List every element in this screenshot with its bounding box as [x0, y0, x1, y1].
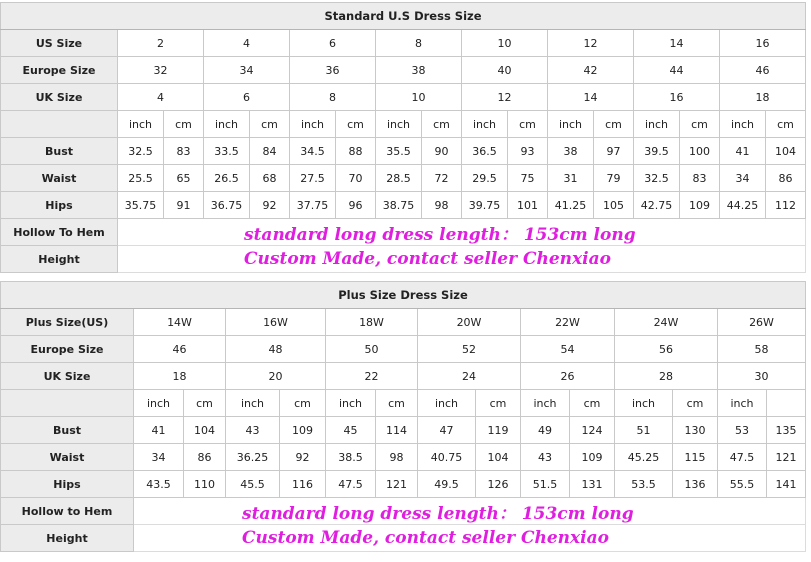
plus-uk-size-row: [1, 363, 806, 390]
europe-cell: 46: [720, 57, 806, 84]
plus-size-table: [0, 281, 806, 552]
hips-cell: 136: [673, 471, 718, 498]
uk-cell: 8: [290, 84, 376, 111]
bust-cell: 36.5: [462, 138, 508, 165]
hips-cell: 112: [766, 192, 806, 219]
hips-cell: 96: [336, 192, 376, 219]
hips-cell: 109: [680, 192, 720, 219]
hips-cell: 53.5: [615, 471, 673, 498]
bust-cell: 38: [548, 138, 594, 165]
bust-cell: 33.5: [204, 138, 250, 165]
hips-cell: 121: [376, 471, 418, 498]
plus-us-size-label: Plus Size(US): [1, 309, 134, 336]
waist-cell: 121: [767, 444, 806, 471]
waist-cell: 45.25: [615, 444, 673, 471]
waist-cell: 98: [376, 444, 418, 471]
plus-height-row: [1, 525, 806, 552]
hips-cell: 36.75: [204, 192, 250, 219]
us-cell: 22W: [521, 309, 615, 336]
plus-bust-label: Bust: [1, 417, 134, 444]
bust-cell: 35.5: [376, 138, 422, 165]
europe-cell: 48: [226, 336, 326, 363]
hips-cell: 116: [280, 471, 326, 498]
bust-cell: 130: [673, 417, 718, 444]
units-cell: inch: [615, 390, 673, 417]
bust-cell: 49: [521, 417, 570, 444]
waist-cell: 38.5: [326, 444, 376, 471]
hips-cell: 38.75: [376, 192, 422, 219]
europe-cell: 50: [326, 336, 418, 363]
units-row: [1, 111, 806, 138]
europe-cell: 46: [134, 336, 226, 363]
bust-cell: 97: [594, 138, 634, 165]
uk-cell: 12: [462, 84, 548, 111]
plus-units-label: [1, 390, 134, 417]
uk-cell: 28: [615, 363, 718, 390]
uk-cell: 30: [718, 363, 806, 390]
bust-cell: 124: [570, 417, 615, 444]
waist-cell: 32.5: [634, 165, 680, 192]
waist-cell: 72: [422, 165, 462, 192]
waist-cell: 31: [548, 165, 594, 192]
hips-cell: 98: [422, 192, 462, 219]
waist-cell: 104: [476, 444, 521, 471]
us-cell: 14W: [134, 309, 226, 336]
plus-hips-row: [1, 471, 806, 498]
units-cell: cm: [594, 111, 634, 138]
us-cell: 4: [204, 30, 290, 57]
uk-cell: 16: [634, 84, 720, 111]
europe-cell: 54: [521, 336, 615, 363]
uk-cell: 20: [226, 363, 326, 390]
bust-cell: 53: [718, 417, 767, 444]
waist-cell: 86: [184, 444, 226, 471]
waist-cell: 25.5: [118, 165, 164, 192]
units-cell: cm: [570, 390, 615, 417]
waist-cell: 65: [164, 165, 204, 192]
bust-row: [1, 138, 806, 165]
height-row: [1, 246, 806, 273]
hips-cell: 47.5: [326, 471, 376, 498]
units-cell: cm: [336, 111, 376, 138]
units-cell: cm: [508, 111, 548, 138]
us-cell: 26W: [718, 309, 806, 336]
hips-cell: 110: [184, 471, 226, 498]
waist-cell: 70: [336, 165, 376, 192]
units-cell: cm: [422, 111, 462, 138]
units-cell: inch: [548, 111, 594, 138]
waist-cell: 26.5: [204, 165, 250, 192]
units-cell: inch: [634, 111, 680, 138]
uk-cell: 26: [521, 363, 615, 390]
waist-cell: 115: [673, 444, 718, 471]
uk-size-label: UK Size: [1, 84, 118, 111]
units-cell: inch: [134, 390, 184, 417]
plus-hollow-to-hem-note: standard long dress length： 153cm long: [134, 498, 806, 525]
bust-cell: 104: [184, 417, 226, 444]
europe-cell: 42: [548, 57, 634, 84]
hips-cell: 51.5: [521, 471, 570, 498]
units-cell: inch: [118, 111, 164, 138]
waist-cell: 43: [521, 444, 570, 471]
bust-cell: 88: [336, 138, 376, 165]
height-label: Height: [1, 246, 118, 273]
europe-cell: 40: [462, 57, 548, 84]
europe-cell: 38: [376, 57, 462, 84]
europe-cell: 34: [204, 57, 290, 84]
units-cell: inch: [720, 111, 766, 138]
units-cell: cm: [184, 390, 226, 417]
waist-cell: 83: [680, 165, 720, 192]
hollow-to-hem-note: standard long dress length： 153cm long: [118, 219, 806, 246]
units-cell: cm: [376, 390, 418, 417]
bust-cell: 41: [720, 138, 766, 165]
units-cell: inch: [418, 390, 476, 417]
bust-cell: 45: [326, 417, 376, 444]
hips-cell: 49.5: [418, 471, 476, 498]
units-cell: inch: [376, 111, 422, 138]
uk-cell: 10: [376, 84, 462, 111]
hollow-to-hem-row: [1, 219, 806, 246]
plus-uk-size-label: UK Size: [1, 363, 134, 390]
units-cell: inch: [326, 390, 376, 417]
uk-cell: 18: [720, 84, 806, 111]
waist-row: [1, 165, 806, 192]
hips-cell: 44.25: [720, 192, 766, 219]
bust-cell: 39.5: [634, 138, 680, 165]
us-size-row: [1, 30, 806, 57]
uk-size-row: [1, 84, 806, 111]
units-cell: cm: [250, 111, 290, 138]
hips-label: Hips: [1, 192, 118, 219]
hips-cell: 92: [250, 192, 290, 219]
height-note: Custom Made, contact seller Chenxiao: [118, 246, 806, 273]
uk-cell: 22: [326, 363, 418, 390]
units-cell: cm: [673, 390, 718, 417]
europe-cell: 56: [615, 336, 718, 363]
units-cell: [767, 390, 806, 417]
bust-cell: 93: [508, 138, 548, 165]
standard-table-title: Standard U.S Dress Size: [1, 3, 806, 30]
bust-cell: 109: [280, 417, 326, 444]
us-cell: 18W: [326, 309, 418, 336]
plus-table-title: Plus Size Dress Size: [1, 282, 806, 309]
hips-cell: 131: [570, 471, 615, 498]
hollow-to-hem-label: Hollow To Hem: [1, 219, 118, 246]
waist-cell: 34: [720, 165, 766, 192]
hips-row: [1, 192, 806, 219]
units-cell: inch: [226, 390, 280, 417]
hips-cell: 41.25: [548, 192, 594, 219]
europe-size-label: Europe Size: [1, 57, 118, 84]
units-cell: cm: [680, 111, 720, 138]
bust-cell: 104: [766, 138, 806, 165]
plus-europe-size-row: [1, 336, 806, 363]
plus-waist-row: [1, 444, 806, 471]
bust-cell: 114: [376, 417, 418, 444]
bust-cell: 135: [767, 417, 806, 444]
units-cell: cm: [476, 390, 521, 417]
hips-cell: 43.5: [134, 471, 184, 498]
bust-cell: 84: [250, 138, 290, 165]
us-cell: 12: [548, 30, 634, 57]
bust-cell: 83: [164, 138, 204, 165]
plus-bust-row: [1, 417, 806, 444]
bust-cell: 51: [615, 417, 673, 444]
waist-cell: 40.75: [418, 444, 476, 471]
waist-cell: 34: [134, 444, 184, 471]
waist-cell: 86: [766, 165, 806, 192]
bust-cell: 43: [226, 417, 280, 444]
hips-cell: 126: [476, 471, 521, 498]
hips-cell: 35.75: [118, 192, 164, 219]
units-cell: inch: [718, 390, 767, 417]
bust-cell: 34.5: [290, 138, 336, 165]
bust-cell: 90: [422, 138, 462, 165]
plus-hollow-to-hem-row: [1, 498, 806, 525]
waist-cell: 68: [250, 165, 290, 192]
waist-cell: 92: [280, 444, 326, 471]
europe-cell: 44: [634, 57, 720, 84]
waist-cell: 75: [508, 165, 548, 192]
europe-cell: 58: [718, 336, 806, 363]
bust-cell: 32.5: [118, 138, 164, 165]
waist-cell: 27.5: [290, 165, 336, 192]
hips-cell: 37.75: [290, 192, 336, 219]
uk-cell: 24: [418, 363, 521, 390]
us-cell: 10: [462, 30, 548, 57]
us-cell: 16: [720, 30, 806, 57]
us-cell: 24W: [615, 309, 718, 336]
us-cell: 2: [118, 30, 204, 57]
hips-cell: 55.5: [718, 471, 767, 498]
us-cell: 14: [634, 30, 720, 57]
waist-cell: 36.25: [226, 444, 280, 471]
units-cell: inch: [521, 390, 570, 417]
hips-cell: 105: [594, 192, 634, 219]
bust-cell: 100: [680, 138, 720, 165]
us-cell: 16W: [226, 309, 326, 336]
plus-hollow-to-hem-label: Hollow to Hem: [1, 498, 134, 525]
plus-hips-label: Hips: [1, 471, 134, 498]
plus-height-label: Height: [1, 525, 134, 552]
units-cell: inch: [204, 111, 250, 138]
bust-cell: 119: [476, 417, 521, 444]
europe-cell: 32: [118, 57, 204, 84]
plus-units-row: [1, 390, 806, 417]
plus-us-size-row: [1, 309, 806, 336]
hips-cell: 91: [164, 192, 204, 219]
hips-cell: 45.5: [226, 471, 280, 498]
hips-cell: 101: [508, 192, 548, 219]
units-label: [1, 111, 118, 138]
hips-cell: 141: [767, 471, 806, 498]
uk-cell: 6: [204, 84, 290, 111]
units-cell: cm: [766, 111, 806, 138]
hips-cell: 42.75: [634, 192, 680, 219]
plus-height-note: Custom Made, contact seller Chenxiao: [134, 525, 806, 552]
us-cell: 6: [290, 30, 376, 57]
waist-cell: 79: [594, 165, 634, 192]
plus-waist-label: Waist: [1, 444, 134, 471]
waist-cell: 29.5: [462, 165, 508, 192]
uk-cell: 18: [134, 363, 226, 390]
units-cell: inch: [290, 111, 336, 138]
waist-label: Waist: [1, 165, 118, 192]
us-cell: 8: [376, 30, 462, 57]
europe-cell: 52: [418, 336, 521, 363]
uk-cell: 4: [118, 84, 204, 111]
us-cell: 20W: [418, 309, 521, 336]
waist-cell: 47.5: [718, 444, 767, 471]
europe-cell: 36: [290, 57, 376, 84]
us-size-label: US Size: [1, 30, 118, 57]
waist-cell: 28.5: [376, 165, 422, 192]
hips-cell: 39.75: [462, 192, 508, 219]
units-cell: cm: [164, 111, 204, 138]
bust-cell: 41: [134, 417, 184, 444]
plus-europe-size-label: Europe Size: [1, 336, 134, 363]
units-cell: cm: [280, 390, 326, 417]
waist-cell: 109: [570, 444, 615, 471]
bust-cell: 47: [418, 417, 476, 444]
units-cell: inch: [462, 111, 508, 138]
bust-label: Bust: [1, 138, 118, 165]
standard-size-table: [0, 2, 806, 273]
uk-cell: 14: [548, 84, 634, 111]
europe-size-row: [1, 57, 806, 84]
